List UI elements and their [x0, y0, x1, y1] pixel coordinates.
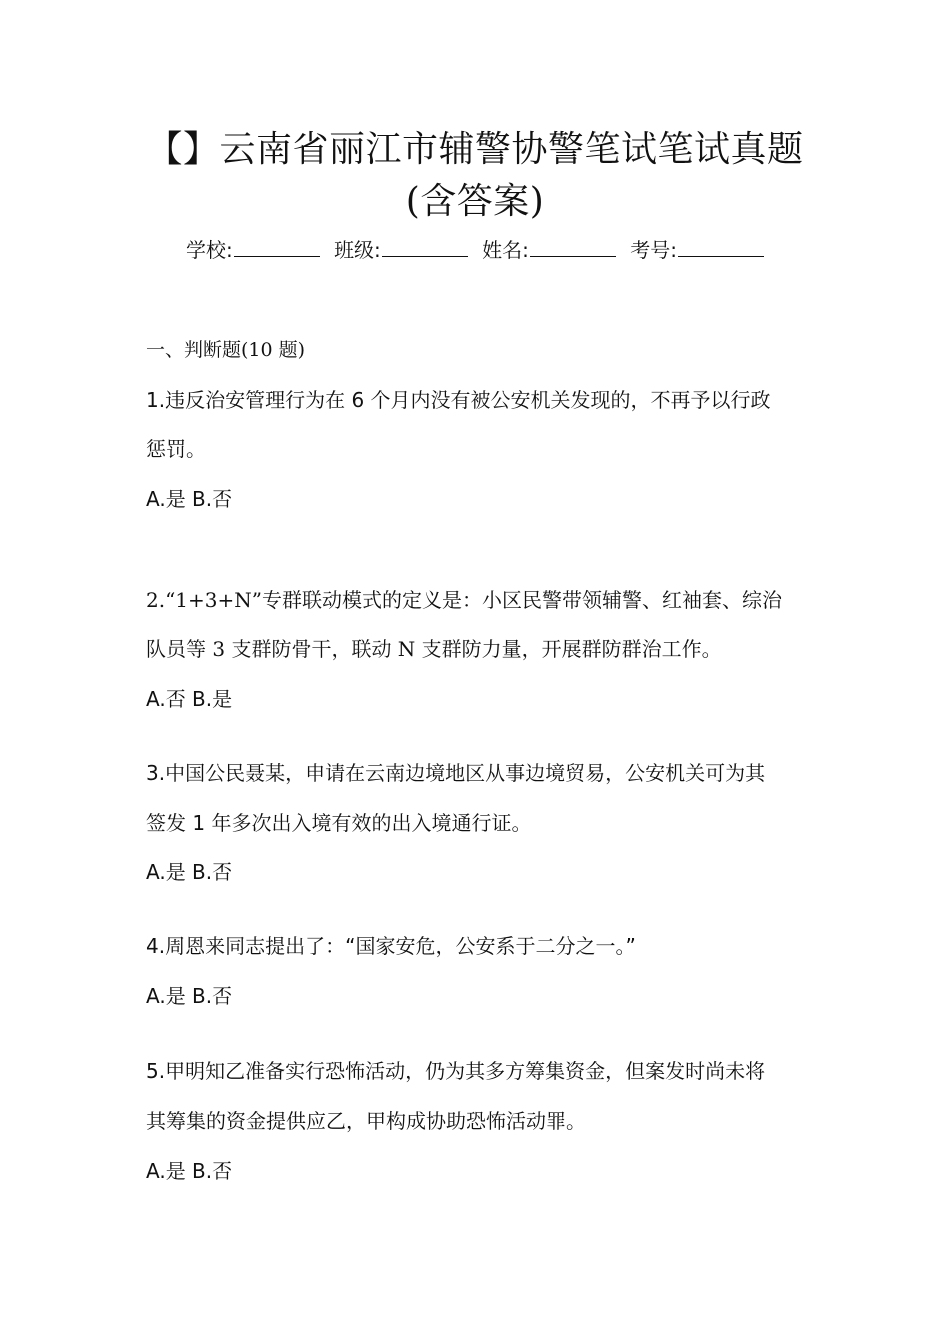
question-3-line-1: 3.中国公民聂某，申请在云南边境地区从事边境贸易，公安机关可为其: [146, 761, 766, 785]
question-3-line-2: 签发 1 年多次出入境有效的出入境通行证。: [146, 811, 532, 835]
question-4-options: A.是 B.否: [146, 984, 233, 1008]
question-5-options: A.是 B.否: [146, 1159, 233, 1183]
document-title-line-2: (含答案): [405, 181, 545, 222]
school-field: [186, 234, 320, 266]
question-1-line-1: 1.违反治安管理行为在 6 个月内没有被公安机关发现的，不再予以行政: [146, 388, 771, 412]
section-heading: 一、判断题(10 题): [146, 339, 306, 361]
question-2-line-2: 队员等 3 支群防骨干，联动 N 支群防力量，开展群防群治工作。: [146, 637, 722, 661]
name-label: 姓名:: [482, 238, 529, 262]
exam-number-blank: [678, 234, 764, 257]
exam-number-label: 考号:: [630, 238, 678, 262]
exam-number-field: [630, 234, 764, 266]
question-2-line-1: 2.“1+3+N”专群联动模式的定义是：小区民警带领辅警、红袖套、综治: [146, 588, 782, 612]
document-title-line-1: 【】云南省丽江市辅警协警笔试笔试真题: [146, 129, 804, 170]
question-2-options: A.否 B.是: [146, 687, 233, 711]
question-1-line-2: 惩罚。: [146, 437, 206, 461]
question-3-options: A.是 B.否: [146, 860, 233, 884]
question-5-line-1: 5.甲明知乙准备实行恐怖活动，仍为其多方筹集资金，但案发时尚未将: [146, 1059, 766, 1083]
question-5-line-2: 其筹集的资金提供应乙，甲构成协助恐怖活动罪。: [146, 1109, 586, 1133]
question-4-line-1: 4.周恩来同志提出了：“国家安危，公安系于二分之一。”: [146, 934, 636, 958]
name-blank: [530, 234, 616, 257]
student-info-row: [0, 234, 950, 266]
school-label: 学校:: [185, 238, 233, 262]
class-field: [334, 234, 468, 266]
name-field: [482, 234, 616, 266]
class-blank: [382, 234, 468, 257]
school-blank: [234, 234, 320, 257]
class-label: 班级:: [334, 238, 381, 262]
question-1-options: A.是 B.否: [146, 487, 233, 511]
